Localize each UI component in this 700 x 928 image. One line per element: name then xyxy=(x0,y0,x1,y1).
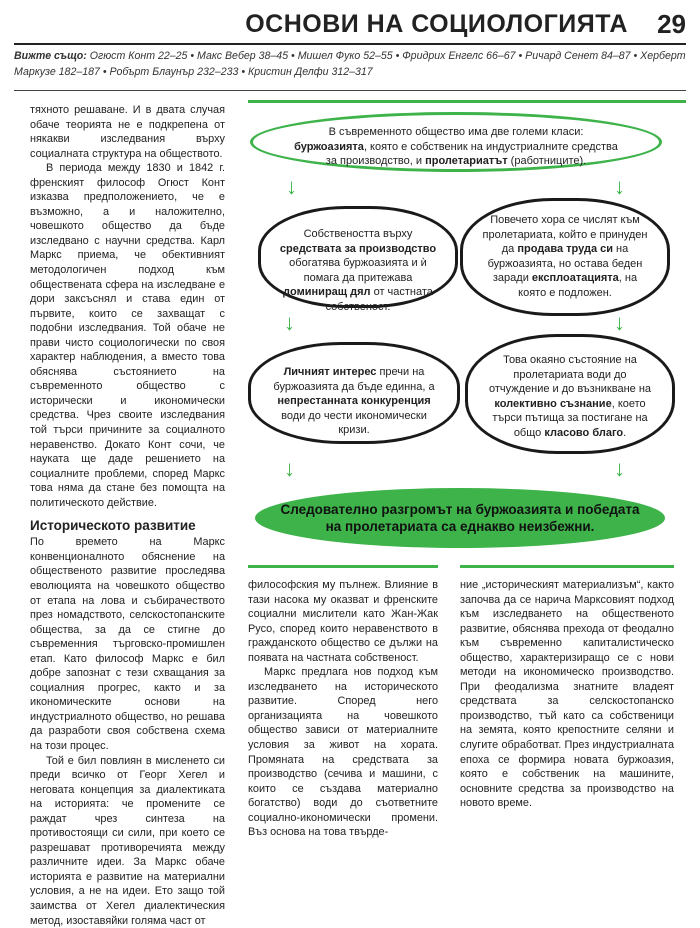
arrow-down-icon: ↓ xyxy=(284,456,295,481)
see-also-items: Огюст Конт 22–25 • Макс Вебер 38–45 • Мишел Фуко 52–55 • Фридрих Енгелс 66–67 • Ричард Сенет 84–87 • Херберт Маркузе 182–187 • Робърт Блаунър 232–233 • Кристин Делфи 312–317 xyxy=(14,50,686,78)
middle-text-column xyxy=(248,578,438,840)
see-also-label: Вижте също: xyxy=(14,50,87,62)
arrow-down-icon: ↓ xyxy=(614,456,625,481)
diagram-bubble-proletariat-labor: Повечето хора се числят към пролетариата, който е принуден да продава труда си на буржоазията, но остава беден заради експлоатацията, на която е подложен. xyxy=(460,198,670,316)
arrow-down-icon: ↓ xyxy=(614,174,625,199)
left-text-column xyxy=(30,103,225,928)
diagram-bottom-rule xyxy=(460,565,674,568)
paragraph: В периода между 1830 и 1842 г. френският философ Огюст Конт изказва предположението, че е възможно, а и наложително, човешкото общество да бъде изследвано с научни средства. Карл Маркс приема, че обективният методологичен подход към обществената сфера на изследване е дори заксъснял и става един от първите, които се захващат с подобни изследвания. Той обаче не прави чисто социологически по своя характер наблюдения, а вместо това обяснява състоянието на съвременното общество с исторически и икономически средства. Чрез своите изследвания той търси причините за социалното неравенство. Докато Конт сочи, че науката ще даде решението на социалните проблеми, според Маркс това няма да стане без помощта на политическото действие. xyxy=(30,162,225,509)
diagram-conclusion-bubble: Следователно разгромът на буржоазията и победата на пролетариата са еднакво неизбежни. xyxy=(255,488,665,548)
paragraph: тяхното решаване. И в двата случая обаче теорията не е подкрепена от някакви изследвания върху социалната структура на обществото. xyxy=(30,104,225,160)
header-rule xyxy=(14,43,686,45)
diagram-bubble-self-interest: Личният интерес пречи на буржоазията да бъде единна, а непрестанната конкуренция води до чести икономически кризи. xyxy=(248,342,460,444)
diagram-top-bubble: В съвременното общество има две големи класи: буржоазията, която е собственик на индустриалните средства за производство, и пролетариатът (работниците). xyxy=(250,112,662,172)
arrow-down-icon: ↓ xyxy=(286,174,297,199)
diagram-bottom-rule xyxy=(248,565,438,568)
paragraph: ние „историческият материализъм“, както започва да се нарича Марксовият подход към изследването на общественото развитие, обяснява прехода от феодално към съвременно капиталистическо общество, характеризиращо се с нови методи на икономическо производство. При феодализма знатните владеят средствата за селскостопанско производство, тъй като са собственици на земята, която крепостните селяни и слугите обработват. През индустриалната епоха се формира новата буржоазия, която е собственик на машините, основните средства за производство на новото време. xyxy=(460,579,674,810)
diagram-top-rule xyxy=(248,100,686,103)
page-number: 29 xyxy=(657,9,686,39)
see-also xyxy=(14,48,686,80)
arrow-down-icon: ↓ xyxy=(614,310,625,335)
page-header-title: ОСНОВИ НА СОЦИОЛОГИЯТА xyxy=(245,10,628,38)
diagram-bubble-means-of-production: Собствеността върху средствата за производство обогатява буржоазията и ѝ помага да притежава доминиращ дял от частната собственост. xyxy=(258,206,458,308)
section-heading: Историческото развитие xyxy=(30,518,196,534)
paragraph: философския му пълнеж. Влияние в тази насока му оказват и френските социални мислители като Жан-Жак Русо, според които неравенството в гражданското общество се дължи на появата на частната собственост. xyxy=(248,579,438,664)
arrow-down-icon: ↓ xyxy=(284,310,295,335)
diagram-bubble-class-consciousness: Това окаяно състояние на пролетариата води до отчуждение и до възникване на колективно съзнание, което търси пътища за постигане на общо класово благо. xyxy=(465,334,675,454)
see-also-rule xyxy=(14,90,686,91)
paragraph: По времето на Маркс конвенционалното обяснение на общественото развитие проследява еволюцията на човешкото общество от етапа на лова и събирачеството през номадството, селскостопанските общества, за да се стигне до съвременния търговско-промишлен етап. Като философ Маркс е бил добре запознат с тези схващания за социалния прогрес, както и за икономическите основи на индустриалното общество, но решава да разработи своя собствена схема на този процес. xyxy=(30,536,225,752)
paragraph: Той е бил повлиян в мисленето си преди всичко от Георг Хегел и неговата концепция за диалектиката на историята: че промените се раждат чрез синтеза на противостоящи си сили, при което се разрешават противоречията между различните идеи. За Маркс обаче историята е развитие на материални условия, а не на идеи. Ето защо той заимства от Хегел диалектическия метод, изоставяйки голяма част от xyxy=(30,754,225,927)
right-text-column xyxy=(460,578,674,811)
paragraph: Маркс предлага нов подход към изследването на историческото развитие. Според него организацията на човешкото общество зависи от материалните условия за живот на хората. Промяната на средствата за производство (сечива и машини, с които се създава материално богатство) води до съответните социално-икономически промени. Въз основа на това твърде- xyxy=(248,666,438,839)
